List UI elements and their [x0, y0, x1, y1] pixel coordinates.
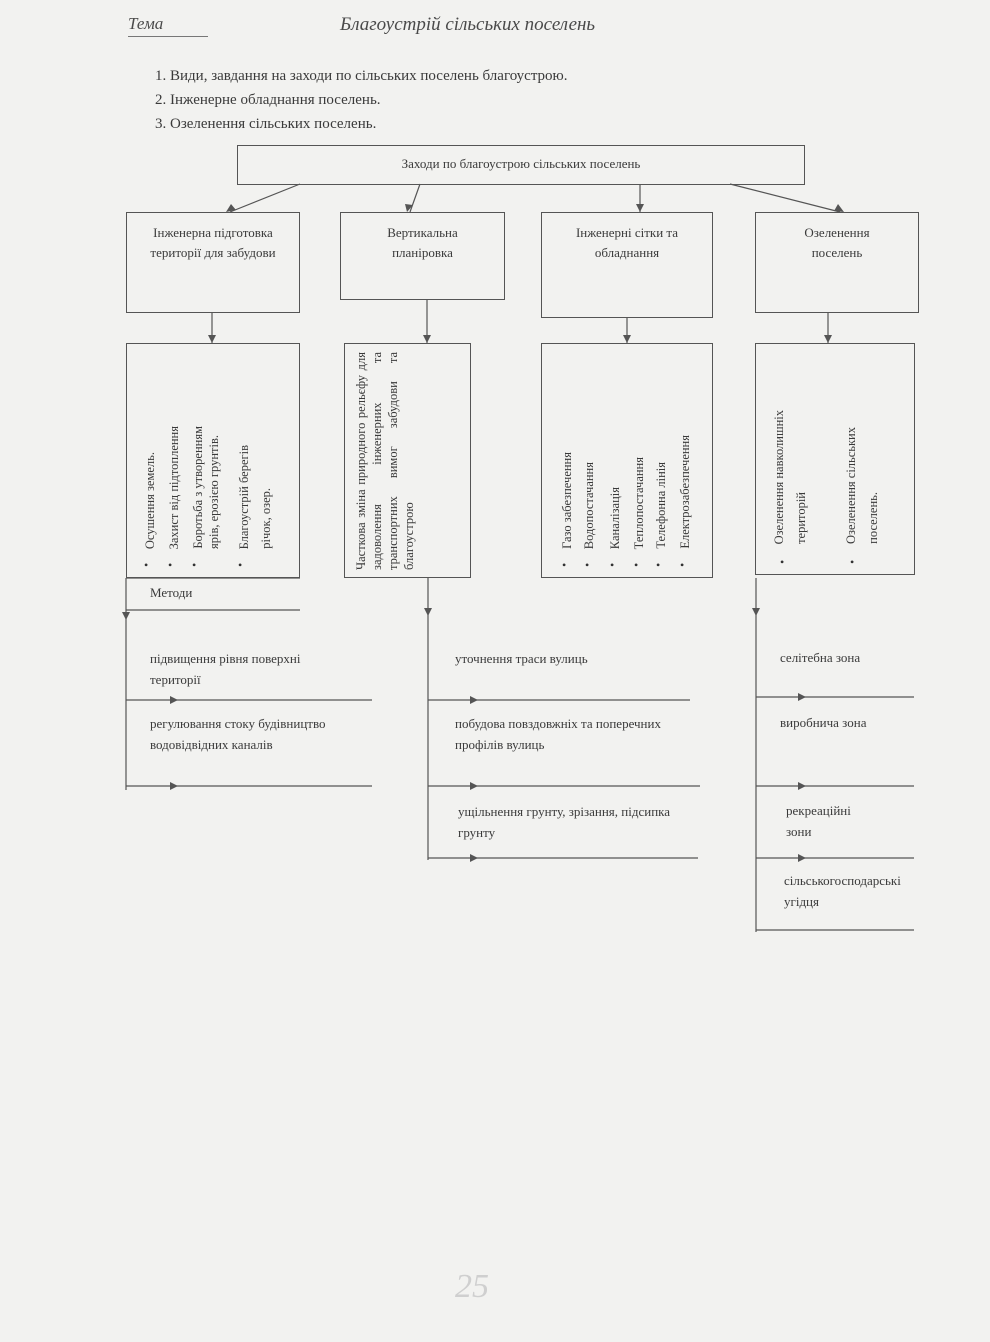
page-number: 25	[455, 1268, 489, 1305]
bullet: •	[634, 558, 639, 572]
category-label: Озеленення поселень	[804, 225, 870, 260]
detail-line: Телефонна лінія	[654, 462, 668, 549]
method-item: уточнення траси вулиць	[455, 651, 588, 666]
page-title: Благоустрій сільських поселень	[340, 14, 596, 35]
category-label: Інженерні сітки та обладнання	[575, 225, 679, 260]
zone-item: виробнича зона	[780, 715, 867, 730]
category-vertical-planning	[340, 212, 505, 300]
bullet: •	[585, 558, 590, 572]
bullet: •	[168, 558, 173, 572]
category-label: Інженерна підготовка території для забудови	[150, 225, 276, 260]
header-topic: Тема	[128, 14, 164, 33]
detail-box-engineering-networks	[541, 343, 713, 578]
method-item: регулювання стоку будівництво водовідвідних каналів	[150, 716, 326, 752]
detail-line: територій	[794, 492, 808, 544]
detail-box-vertical-planning	[344, 343, 471, 578]
detail-line: Каналізація	[608, 486, 622, 549]
detail-line: ярів, ерозією грунтів.	[207, 434, 221, 549]
plan-item-1: 1. Види, завдання на заходи по сільських поселень благоустрою.	[155, 68, 568, 84]
bullet: •	[680, 558, 685, 572]
bullet: •	[144, 558, 149, 572]
bullet: •	[238, 558, 243, 572]
detail-line: Озеленення сільських	[844, 426, 858, 544]
category-engineering-networks	[541, 212, 713, 318]
method-item: підвищення рівня поверхні території	[150, 651, 301, 687]
detail-box-engineering-prep	[126, 343, 300, 578]
detail-line: Водопостачання	[582, 461, 596, 549]
detail-line: Благоустрій берегів	[237, 444, 251, 549]
category-greening	[755, 212, 919, 313]
category-engineering-prep	[126, 212, 300, 313]
root-box	[237, 145, 805, 185]
root-label: Заходи по благоустрою сільських поселень	[401, 156, 641, 171]
bullet: •	[610, 558, 615, 572]
zone-item: сільськогосподарські угідця	[784, 873, 901, 909]
detail-text: Часткова зміна природного рельєфу для задоволення інженерних та транспортних вимог забудови та благоустрою	[354, 352, 416, 570]
bullet: •	[656, 558, 661, 572]
bullet: •	[850, 555, 855, 569]
detail-line: Озеленення навколишніх	[772, 409, 786, 544]
detail-line: Газо забезпечення	[560, 452, 574, 549]
detail-line: Електрозабезпечення	[678, 435, 692, 549]
bullet: •	[192, 558, 197, 572]
method-item: побудова повздовжніх та поперечних профілів вулиць	[455, 716, 661, 752]
detail-box-greening	[755, 343, 915, 575]
bullet: •	[780, 555, 785, 569]
zone-item: селітебна зона	[780, 650, 861, 665]
detail-line: Боротьба з утворенням	[191, 426, 205, 549]
method-item: ущільнення грунту, зрізання, підсипка грунту	[458, 804, 671, 840]
methods-label: Методи	[150, 585, 193, 600]
zone-item: рекреаційні зони	[786, 803, 851, 839]
category-label: Вертикальна планіровка	[387, 225, 458, 260]
plan-item-2: 2. Інженерне обладнання поселень.	[155, 92, 381, 108]
detail-line: Захист від підтоплення	[167, 425, 181, 549]
detail-line: річок, озер.	[259, 488, 273, 549]
bullet: •	[562, 558, 567, 572]
detail-line: Осушення земель.	[143, 451, 157, 549]
plan-item-3: 3. Озеленення сільських поселень.	[155, 116, 377, 132]
detail-line: поселень.	[866, 492, 880, 544]
detail-line: Теплопостачання	[632, 456, 646, 549]
